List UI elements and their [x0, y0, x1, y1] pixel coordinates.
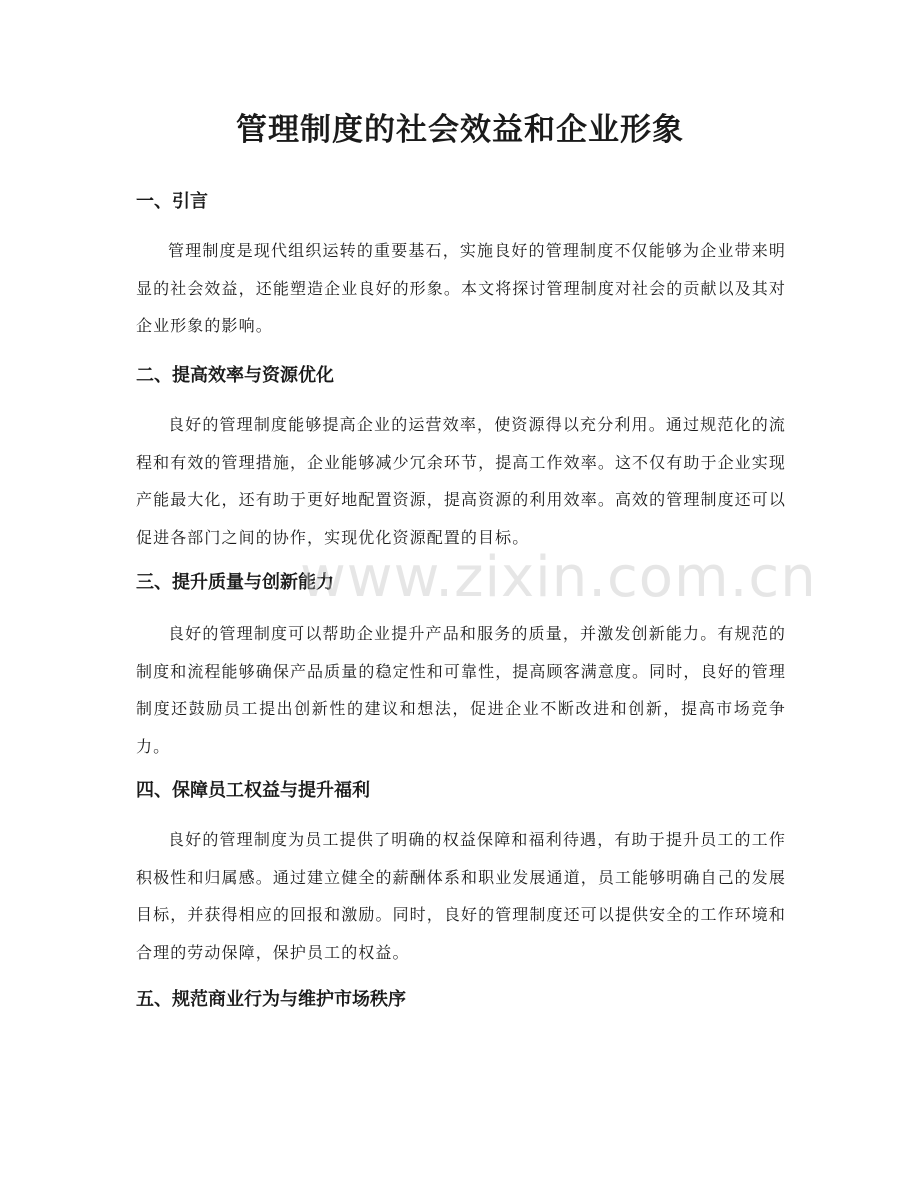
section-heading-employee-rights: 四、保障员工权益与提升福利	[136, 780, 370, 801]
section-paragraph-employee-rights: 良好的管理制度为员工提供了明确的权益保障和福利待遇，有助于提升员工的工作积极性和归属感。通过建立健全的薪酬体系和职业发展通道，员工能够明确自己的发展目标，并获得相应的回报和激励。同时，良好的管理制度还可以提供安全的工作环境和合理的劳动保障，保护员工的权益。	[136, 830, 786, 962]
section-paragraph-introduction: 管理制度是现代组织运转的重要基石，实施良好的管理制度不仅能够为企业带来明显的社会效益，还能塑造企业良好的形象。本文将探讨管理制度对社会的贡献以及其对企业形象的影响。	[136, 241, 786, 335]
section-paragraph-efficiency: 良好的管理制度能够提高企业的运营效率，使资源得以充分利用。通过规范化的流程和有效的管理措施，企业能够减少冗余环节，提高工作效率。这不仅有助于企业实现产能最大化，还有助于更好地配置资源，提高资源的利用效率。高效的管理制度还可以促进各部门之间的协作，实现优化资源配置的目标。	[136, 415, 786, 547]
section-heading-market-order: 五、规范商业行为与维护市场秩序	[136, 989, 406, 1010]
document-title: 管理制度的社会效益和企业形象	[236, 112, 684, 148]
section-heading-efficiency: 二、提高效率与资源优化	[136, 365, 334, 386]
section-heading-quality: 三、提升质量与创新能力	[136, 572, 334, 593]
section-heading-introduction: 一、引言	[136, 191, 208, 212]
section-paragraph-quality: 良好的管理制度可以帮助企业提升产品和服务的质量，并激发创新能力。有规范的制度和流程能够确保产品质量的稳定性和可靠性，提高顾客满意度。同时，良好的管理制度还鼓励员工提出创新性的建议和想法，促进企业不断改进和创新，提高市场竞争力。	[136, 624, 786, 756]
watermark: www.zixin.com.cn	[300, 545, 817, 610]
